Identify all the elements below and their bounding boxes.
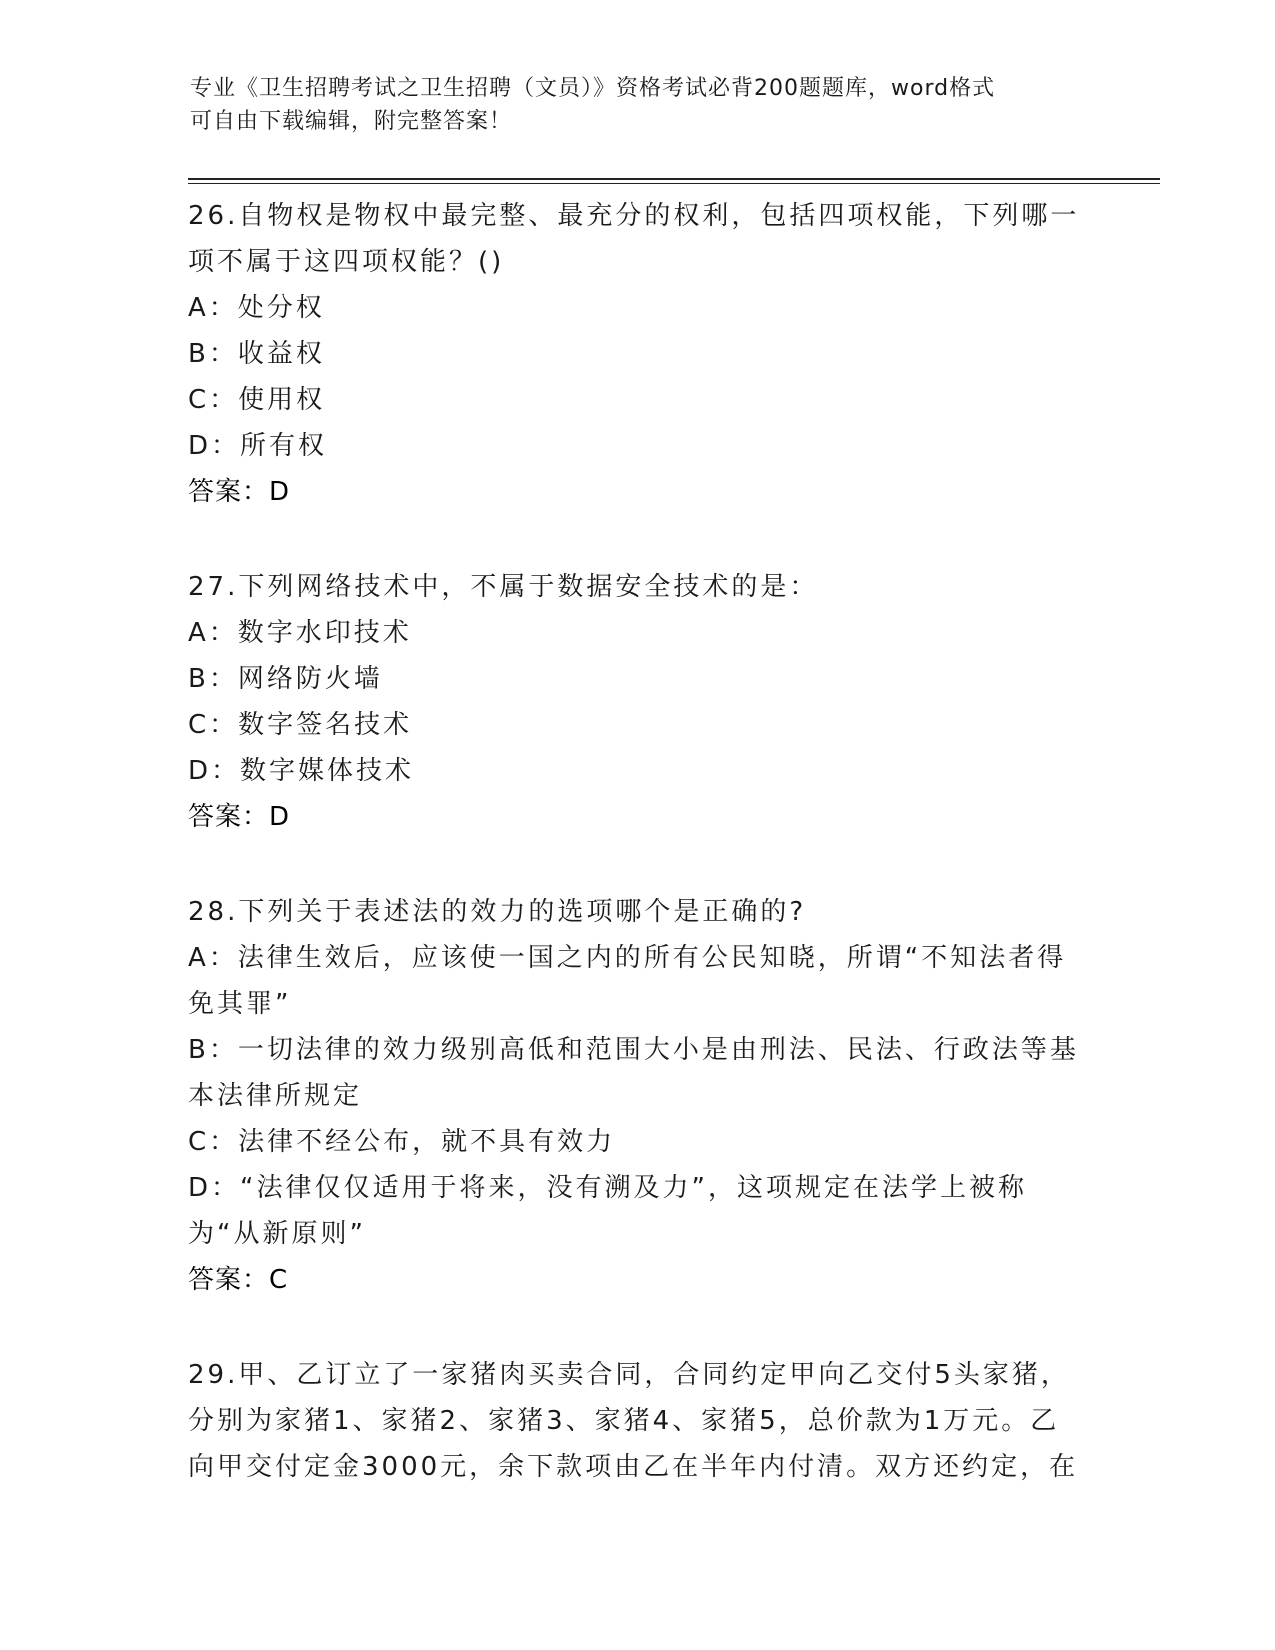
question-26 xyxy=(188,193,1088,515)
question-29 xyxy=(188,1352,1088,1490)
question-stem: 26.自物权是物权中最完整、最充分的权利，包括四项权能，下列哪一项不属于这四项权能？() xyxy=(188,201,1080,277)
answer-label: 答案：D xyxy=(188,802,291,832)
question-stem: 28.下列关于表述法的效力的选项哪个是正确的? xyxy=(188,897,807,927)
option-d: D：所有权 xyxy=(188,431,328,461)
option-b: B：网络防火墙 xyxy=(188,664,383,694)
question-list xyxy=(188,188,1088,1490)
header-title-line-1: 专业《卫生招聘考试之卫生招聘（文员）》资格考试必背200题题库，word格式 xyxy=(190,76,996,101)
option-b: B：收益权 xyxy=(188,339,325,369)
option-a: A：数字水印技术 xyxy=(188,618,412,648)
header-divider xyxy=(188,178,1160,184)
question-28 xyxy=(188,889,1088,1303)
option-a: A：处分权 xyxy=(188,293,325,323)
answer-label: 答案：D xyxy=(188,477,291,507)
answer-label: 答案：C xyxy=(188,1265,289,1295)
header-title-line-2: 可自由下载编辑，附完整答案！ xyxy=(190,109,513,134)
option-c: C：法律不经公布，就不具有效力 xyxy=(188,1127,616,1157)
page-header xyxy=(190,72,1090,138)
option-b: B：一切法律的效力级别高低和范围大小是由刑法、民法、行政法等基本法律所规定 xyxy=(188,1035,1079,1111)
option-a: A：法律生效后，应该使一国之内的所有公民知晓，所谓“不知法者得免其罪” xyxy=(188,943,1067,1019)
option-c: C：使用权 xyxy=(188,385,326,415)
question-spacer xyxy=(188,515,1088,559)
question-spacer xyxy=(188,840,1088,884)
question-spacer xyxy=(188,1303,1088,1347)
question-stem: 29.甲、乙订立了一家猪肉买卖合同，合同约定甲向乙交付5头家猪，分别为家猪1、家猪2、家猪3、家猪4、家猪5，总价款为1万元。乙向甲交付定金3000元，余下款项由乙在半年内付清。双方还约定，在 xyxy=(188,1360,1079,1482)
option-d: D：“法律仅仅适用于将来，没有溯及力”，这项规定在法学上被称为“从新原则” xyxy=(188,1173,1027,1249)
question-stem: 27.下列网络技术中，不属于数据安全技术的是： xyxy=(188,572,819,602)
option-d: D：数字媒体技术 xyxy=(188,756,415,786)
question-27 xyxy=(188,564,1088,840)
option-c: C：数字签名技术 xyxy=(188,710,413,740)
